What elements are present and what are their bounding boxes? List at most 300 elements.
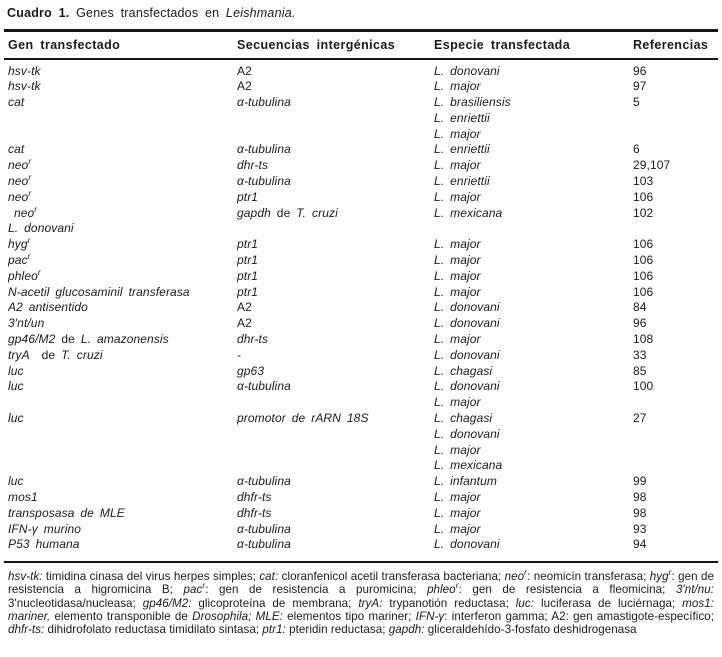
superscript-r: r (28, 189, 32, 198)
table-cell (633, 427, 713, 443)
text-segment: Drosophila; MLE: (192, 610, 283, 624)
table-cell (237, 300, 434, 316)
table-cell (633, 64, 713, 80)
table-cell (237, 95, 434, 111)
text-segment: ptr1 (237, 189, 259, 204)
text-segment: L. major (434, 189, 481, 204)
table-cell (434, 285, 633, 301)
table-cell (8, 443, 237, 459)
table-cell (434, 522, 633, 538)
table-row (4, 190, 718, 206)
table-cell (633, 379, 713, 395)
text-segment: dhr-ts (237, 332, 269, 347)
table-caption (4, 6, 718, 21)
text-segment: L. major (434, 395, 481, 410)
table-row (4, 348, 718, 364)
table-cell (633, 158, 713, 174)
text-segment: luciferasa de luciérnaga; (534, 596, 683, 610)
text-segment: glicoproteína de membrana; (191, 596, 359, 610)
table-cell (8, 127, 237, 143)
table-cell (8, 64, 237, 80)
text-segment: 97 (633, 79, 647, 94)
superscript-r: r (27, 237, 31, 246)
text-segment: L. major (434, 490, 481, 505)
text-segment: elemento transponible de (50, 610, 193, 624)
table-cell (434, 474, 633, 490)
table-row (4, 237, 718, 253)
table-cell (633, 111, 713, 127)
table-cell (237, 174, 434, 190)
text-segment: : gen de resistencia a puromicina; (205, 583, 428, 597)
table-cell (434, 537, 633, 553)
superscript-r: r (28, 174, 32, 183)
text-segment: promotor de rARN 18S (237, 411, 369, 426)
table-cell (633, 364, 713, 380)
text-segment: L. enriettii (434, 174, 490, 189)
table-cell (8, 474, 237, 490)
text-segment: : neomicín transferasa; (527, 569, 650, 583)
table-cell (434, 253, 633, 269)
text-segment: α-tubulina (237, 474, 291, 489)
table-cell (237, 221, 434, 237)
text-segment: de (29, 347, 62, 362)
text-segment: 106 (633, 237, 654, 252)
superscript-r: r (668, 566, 672, 577)
table-cell (8, 332, 237, 348)
table-cell (434, 490, 633, 506)
text-segment: 3'nt/un (8, 316, 45, 331)
caption-label: Cuadro 1. (7, 6, 70, 20)
text-segment: : gen de resistencia a fleomicina; (458, 583, 676, 597)
table-cell (237, 285, 434, 301)
caption-species: Leishmania. (225, 6, 296, 20)
table-cell (633, 269, 713, 285)
table-cell (8, 285, 237, 301)
table-row (4, 427, 718, 443)
text-segment: - (237, 347, 242, 362)
table-cell (434, 411, 633, 427)
text-segment: P53 humana (8, 537, 80, 552)
table-cell (434, 379, 633, 395)
text-segment: luc (8, 474, 24, 489)
text-segment: 84 (633, 300, 647, 315)
table-cell (633, 395, 713, 411)
table-row (4, 411, 718, 427)
text-segment: neo (8, 174, 29, 189)
text-segment: α-tubulina (237, 379, 291, 394)
text-segment: L. donovani (434, 537, 500, 552)
table-cell (237, 79, 434, 95)
superscript-r: r (455, 580, 459, 591)
table-row (4, 474, 718, 490)
text-segment: cat: (259, 569, 279, 583)
text-segment: L. major (434, 268, 481, 283)
text-segment: ptr1 (237, 284, 259, 299)
text-segment: dihidrofolato reductasa timidilato sintasa; (44, 623, 263, 637)
text-segment: : gen de resistencia a higromicina B; (8, 569, 714, 597)
text-segment: 33 (633, 347, 647, 362)
table-row (4, 269, 718, 285)
table-cell (237, 237, 434, 253)
table-row (4, 206, 718, 222)
table-row (4, 158, 718, 174)
table-cell (237, 206, 434, 222)
table-cell (237, 127, 434, 143)
table-cell (8, 142, 237, 158)
text-segment: A2 (237, 79, 252, 94)
text-segment: 85 (633, 363, 647, 378)
table-row (4, 285, 718, 301)
table-cell (8, 237, 237, 253)
table-cell (8, 395, 237, 411)
table-row (4, 221, 718, 237)
table-cell (434, 127, 633, 143)
text-segment: L. chagasi (434, 411, 493, 426)
table-cell (633, 348, 713, 364)
table-row (4, 174, 718, 190)
table-cell (633, 190, 713, 206)
table-row (4, 142, 718, 158)
table-row (4, 522, 718, 538)
text-segment: 5 (633, 95, 640, 110)
table-cell (434, 348, 633, 364)
table-cell (8, 190, 237, 206)
text-segment: 99 (633, 474, 647, 489)
table-cell (633, 285, 713, 301)
text-segment: L. donovani (434, 379, 500, 394)
text-segment: de (55, 332, 81, 347)
table-cell (237, 269, 434, 285)
text-segment: T. cruzi (61, 347, 103, 362)
text-segment: 6 (633, 142, 640, 157)
table-cell (8, 221, 237, 237)
table-cell (434, 206, 633, 222)
table-cell (8, 158, 237, 174)
text-segment: hsv-tk: (8, 569, 43, 583)
text-segment: elementos tipo mariner; (282, 610, 416, 624)
superscript-r: r (34, 205, 38, 214)
table-cell (633, 95, 713, 111)
table-cell (8, 174, 237, 190)
table-cell (237, 158, 434, 174)
table-cell (633, 300, 713, 316)
column-header-referencias: Referencias (633, 38, 709, 52)
text-segment: gp46/M2 (8, 332, 56, 347)
superscript-r: r (202, 580, 206, 591)
text-segment: 29,107 (633, 158, 671, 173)
text-segment: tryA (8, 347, 30, 362)
table-body (4, 60, 718, 559)
table-cell (237, 411, 434, 427)
divider-bottom (4, 561, 718, 563)
table-cell (237, 537, 434, 553)
text-segment: 93 (633, 521, 647, 536)
column-header-gen: Gen transfectado (8, 38, 121, 52)
text-segment: L. donovani (434, 63, 500, 78)
table-cell (633, 474, 713, 490)
text-segment: luc (8, 379, 24, 394)
text-segment: A2 (237, 63, 252, 78)
footnote (4, 566, 718, 637)
text-segment: L. amazonensis (80, 332, 169, 347)
text-segment: gen amastigote-específico; (568, 610, 714, 624)
text-segment: 100 (633, 379, 654, 394)
text-segment: T. cruzi (296, 205, 338, 220)
caption-text: Genes transfectados en (69, 6, 226, 20)
table-row (4, 458, 718, 474)
table-cell (633, 506, 713, 522)
text-segment: phleo (427, 583, 456, 597)
table-row (4, 79, 718, 95)
text-segment: cat (8, 142, 25, 157)
table-cell (237, 190, 434, 206)
text-segment: gapdh: (388, 623, 425, 637)
table-cell (237, 348, 434, 364)
table-cell (8, 490, 237, 506)
table-cell (237, 64, 434, 80)
text-segment: L. donovani (434, 426, 500, 441)
table-cell (434, 332, 633, 348)
text-segment: L. chagasi (434, 363, 493, 378)
table-cell (434, 142, 633, 158)
text-segment: timidina cinasa del virus herpes simples; (42, 569, 260, 583)
text-segment: tryA: (358, 596, 383, 610)
table-cell (633, 253, 713, 269)
table-cell (434, 237, 633, 253)
table-cell (237, 253, 434, 269)
table-row (4, 95, 718, 111)
table-row (4, 537, 718, 553)
text-segment: mos1: mariner, (8, 596, 714, 624)
table-cell (237, 522, 434, 538)
table-cell (434, 64, 633, 80)
text-segment: pac (8, 253, 28, 268)
superscript-r: r (524, 566, 528, 577)
text-segment: A2 (237, 300, 252, 315)
text-segment: neo (8, 189, 29, 204)
text-segment: IFN-γ (415, 610, 445, 624)
table-row (4, 490, 718, 506)
table-cell (8, 79, 237, 95)
table-row (4, 300, 718, 316)
column-header-especie: Especie transfectada (434, 38, 571, 52)
text-segment: L. enriettii (434, 110, 490, 125)
text-segment: L. donovani (8, 221, 74, 236)
table-cell (633, 316, 713, 332)
table-cell (8, 300, 237, 316)
table-cell (8, 379, 237, 395)
text-segment: L. major (434, 158, 481, 173)
text-segment: L. major (434, 253, 481, 268)
table-cell (8, 269, 237, 285)
table-cell (237, 111, 434, 127)
table-cell (237, 490, 434, 506)
table-cell (434, 190, 633, 206)
text-segment: dhfr-ts: (8, 623, 45, 637)
table-cell (434, 458, 633, 474)
text-segment: ptr1 (237, 253, 259, 268)
text-segment: A2: (551, 610, 569, 624)
table-cell (633, 127, 713, 143)
table-cell (633, 411, 713, 427)
table-cell (633, 174, 713, 190)
table-cell (434, 364, 633, 380)
table-cell (8, 427, 237, 443)
table-cell (8, 537, 237, 553)
text-segment: gapdh (237, 205, 271, 220)
table-cell (633, 79, 713, 95)
table-row (4, 364, 718, 380)
text-segment: gp46/M2: (142, 596, 192, 610)
text-segment: pac (183, 583, 203, 597)
table-cell (633, 537, 713, 553)
text-segment: 98 (633, 490, 647, 505)
text-segment: L. major (434, 79, 481, 94)
text-segment: 106 (633, 253, 654, 268)
table-cell (237, 364, 434, 380)
text-segment: dhr-ts (237, 158, 269, 173)
text-segment: hsv-tk (8, 63, 41, 78)
text-segment: A2 antisentido (8, 300, 88, 315)
table-cell (434, 427, 633, 443)
text-segment: hsv-tk (8, 79, 41, 94)
table-cell (8, 364, 237, 380)
table-cell (434, 506, 633, 522)
table-cell (8, 253, 237, 269)
table-cell (237, 506, 434, 522)
text-segment: hyg (649, 569, 669, 583)
table-header-row (4, 32, 718, 58)
table-cell (633, 237, 713, 253)
table-cell (434, 395, 633, 411)
text-segment: α-tubulina (237, 174, 291, 189)
text-segment: de (270, 205, 297, 220)
table-row (4, 316, 718, 332)
text-segment: cloranfenicol acetil transferasa bacteriana; (278, 569, 505, 583)
text-segment: L. major (434, 442, 481, 457)
text-segment: 94 (633, 537, 647, 552)
text-segment: phleo (8, 268, 38, 283)
text-segment: L. infantum (434, 474, 497, 489)
text-segment: luc: (515, 596, 535, 610)
text-segment: L. major (434, 521, 481, 536)
table-cell (434, 316, 633, 332)
text-segment: L. donovani (434, 316, 500, 331)
text-segment: luc (8, 411, 24, 426)
text-segment: L. major (434, 237, 481, 252)
table-cell (434, 79, 633, 95)
text-segment: α-tubulina (237, 95, 291, 110)
text-segment: gp63 (237, 363, 265, 378)
table-cell (434, 443, 633, 459)
table-row (4, 443, 718, 459)
text-segment: 98 (633, 505, 647, 520)
text-segment: 108 (633, 332, 654, 347)
table-row (4, 379, 718, 395)
table-cell (8, 506, 237, 522)
table-cell (8, 411, 237, 427)
table-cell (434, 221, 633, 237)
table-cell (434, 174, 633, 190)
table-cell (8, 111, 237, 127)
text-segment: transposasa de MLE (8, 505, 125, 520)
table-cell (237, 332, 434, 348)
text-segment: ptr1 (237, 237, 259, 252)
table-cell (8, 522, 237, 538)
text-segment: N-acetil glucosaminil transferasa (8, 284, 190, 299)
text-segment: gliceraldehído-3-fosfato deshidrogenasa (424, 623, 637, 637)
text-segment: neo (504, 569, 525, 583)
text-segment: dhfr-ts (237, 505, 272, 520)
table-cell (633, 490, 713, 506)
text-segment: IFN-γ murino (8, 521, 82, 536)
text-segment: L. major (434, 332, 481, 347)
text-segment: 27 (633, 411, 647, 426)
text-segment: L. brasiliensis (434, 95, 511, 110)
text-segment: 102 (633, 205, 654, 220)
text-segment: mos1 (8, 490, 38, 505)
table-cell (8, 95, 237, 111)
text-segment: L. donovani (434, 300, 500, 315)
text-segment: ptr1 (237, 268, 259, 283)
text-segment: L. enriettii (434, 142, 490, 157)
table-row (4, 332, 718, 348)
table-cell (633, 458, 713, 474)
table-cell (434, 111, 633, 127)
text-segment: 96 (633, 63, 647, 78)
table-row (4, 64, 718, 80)
text-segment: dhfr-ts (237, 490, 272, 505)
text-segment: α-tubulina (237, 521, 291, 536)
superscript-r: r (28, 158, 32, 167)
table-row (4, 111, 718, 127)
text-segment: neo (8, 158, 29, 173)
table-row (4, 506, 718, 522)
table-cell (633, 221, 713, 237)
table-row (4, 127, 718, 143)
text-segment: A2 (237, 316, 252, 331)
text-segment: L. mexicana (434, 205, 503, 220)
text-segment: L. mexicana (434, 458, 503, 473)
table-cell (434, 300, 633, 316)
text-segment: α-tubulina (237, 537, 291, 552)
text-segment: 103 (633, 174, 654, 189)
table-cell (8, 316, 237, 332)
text-segment: ptr1: (262, 623, 286, 637)
table-cell (237, 443, 434, 459)
text-segment: 106 (633, 189, 654, 204)
table-cell (237, 474, 434, 490)
text-segment: L. major (434, 126, 481, 141)
superscript-r: r (27, 253, 31, 262)
text-segment: 3'nt/nu: (675, 583, 715, 597)
table-row (4, 253, 718, 269)
text-segment: 106 (633, 284, 654, 299)
table-cell (633, 443, 713, 459)
text-segment: luc (8, 363, 24, 378)
table-cell (633, 522, 713, 538)
table-cell (237, 316, 434, 332)
table-cell (8, 348, 237, 364)
table-cell (633, 206, 713, 222)
text-segment: : interferon gamma; (444, 610, 552, 624)
table-cell (237, 379, 434, 395)
column-header-secuencias: Secuencias intergénicas (237, 38, 396, 52)
table-cell (237, 458, 434, 474)
text-segment: hyg (8, 237, 28, 252)
table-cell (633, 332, 713, 348)
table-cell (8, 206, 237, 222)
